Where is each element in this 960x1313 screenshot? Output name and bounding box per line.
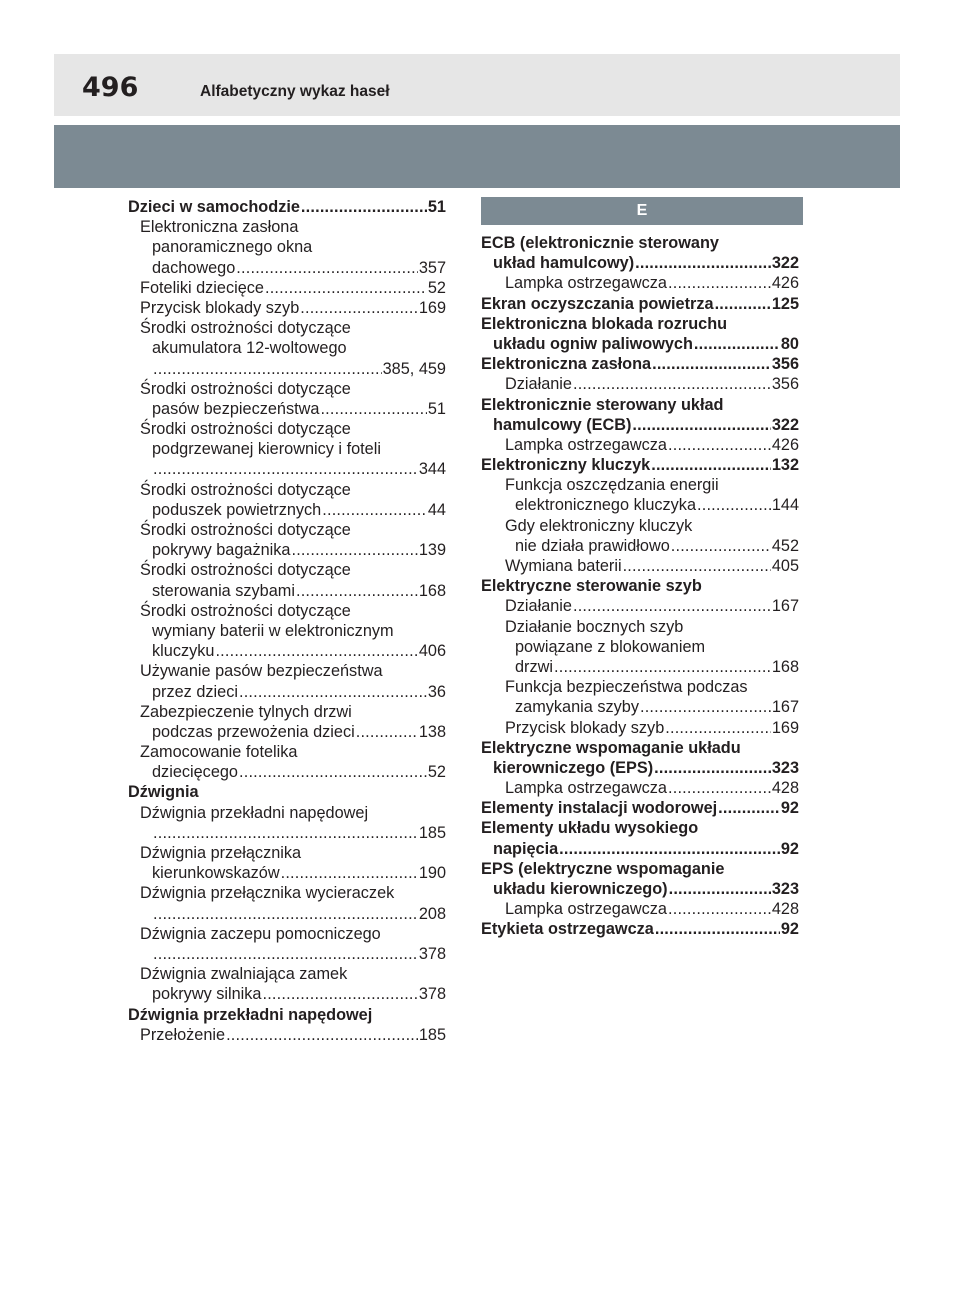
dot-leader: [236, 258, 418, 278]
index-entry-text: Lampka ostrzegawcza: [505, 435, 667, 454]
index-entries-right: [481, 233, 799, 940]
index-entry: [128, 964, 446, 984]
index-entry-text: kluczyku: [152, 642, 215, 661]
index-entry-page: 167: [771, 698, 799, 717]
index-entry-page: 426: [771, 435, 799, 454]
index-entry: [128, 459, 446, 479]
index-entry: [128, 924, 446, 944]
index-entry-text: Dźwignia: [128, 783, 199, 802]
index-entry-page: 406: [418, 642, 446, 661]
dot-leader: [559, 839, 780, 859]
index-entry-page: 52: [427, 763, 446, 782]
index-entry: [128, 379, 446, 399]
dot-leader: [651, 455, 771, 475]
index-entry-page: 80: [780, 334, 799, 353]
index-entry: [128, 702, 446, 722]
index-entry: [481, 758, 799, 778]
index-entry: [481, 415, 799, 435]
index-entry-text: ECB (elektronicznie sterowany: [481, 234, 719, 252]
index-entry-text: Używanie pasów bezpieczeństwa: [140, 662, 383, 681]
index-entry-text: nie działa prawidłowo: [515, 536, 670, 555]
index-entry-text: Dźwignia zaczepu pomocniczego: [140, 924, 381, 943]
dot-leader: [718, 798, 780, 818]
index-entry-page: 139: [418, 541, 446, 560]
index-entry: [128, 883, 446, 903]
index-entry-page: 169: [771, 718, 799, 737]
index-entry-page: 322: [771, 415, 799, 434]
index-entry-text: Elektroniczna blokada rozruchu: [481, 314, 728, 333]
index-entry-text: Lampka ostrzegawcza: [505, 274, 667, 293]
index-entry: [481, 334, 799, 354]
index-entry: [481, 253, 799, 273]
index-entry-text: Lampka ostrzegawcza: [505, 900, 667, 919]
dot-leader: [356, 722, 418, 742]
index-entry-text: Ekran oczyszczania powietrza: [481, 294, 714, 313]
index-entry-text: Elektroniczny kluczyk: [481, 456, 651, 475]
index-entry: [128, 843, 446, 863]
index-entry: [481, 677, 799, 697]
index-entry: [481, 294, 799, 314]
index-entry-page: 125: [771, 294, 799, 313]
index-entry-text: elektronicznego kluczyka: [515, 496, 696, 515]
index-entry-page: 378: [418, 985, 446, 1004]
dot-leader: [715, 294, 771, 314]
dot-leader: [291, 540, 417, 560]
index-entry-text: akumulatora 12-woltowego: [152, 339, 347, 358]
index-entry: [481, 859, 799, 879]
dot-leader: [153, 459, 418, 479]
index-entry-page: 356: [771, 375, 799, 394]
index-entry-text: układu kierowniczego): [493, 880, 668, 898]
index-entry-page: 452: [771, 536, 799, 555]
index-entry-page: 169: [418, 298, 446, 317]
index-entry-text: panoramicznego okna: [152, 238, 313, 257]
index-entry: [128, 480, 446, 500]
dot-leader: [226, 1025, 418, 1045]
index-entry-text: hamulcowy (ECB): [493, 415, 632, 434]
index-entry-text: Funkcja bezpieczeństwa podczas: [505, 678, 748, 697]
index-entry-text: podgrzewanej kierownicy i foteli: [152, 440, 381, 459]
index-entry: [128, 1005, 446, 1025]
index-entry: [481, 556, 799, 576]
index-entry-text: dachowego: [152, 258, 236, 277]
index-entry-text: pasów bezpieczeństwa: [152, 399, 320, 418]
index-entry-page: 51: [427, 399, 446, 418]
index-entry: [481, 596, 799, 616]
index-entry: [128, 540, 446, 560]
index-entry-page: 428: [771, 900, 799, 919]
dot-leader: [215, 641, 417, 661]
dot-leader: [153, 359, 382, 379]
dot-leader: [153, 944, 418, 964]
dot-leader: [668, 435, 771, 455]
index-entry: [481, 475, 799, 495]
index-entry: [481, 919, 799, 939]
dot-leader: [262, 984, 417, 1004]
index-entry: [481, 495, 799, 515]
index-entry: [128, 904, 446, 924]
index-entry: [128, 197, 446, 217]
index-entry-text: Elektroniczna zasłona: [140, 218, 299, 237]
index-entry: [481, 273, 799, 293]
index-entry: [128, 419, 446, 439]
index-entry-page: 167: [771, 597, 799, 616]
index-entry-text: Foteliki dziecięce: [140, 278, 264, 297]
index-entry: [481, 617, 799, 637]
dot-leader: [322, 500, 427, 520]
index-entry: [128, 581, 446, 601]
index-entry-page: 323: [771, 880, 799, 898]
index-entry-text: Elektronicznie sterowany układ: [481, 395, 724, 414]
index-entry: [128, 742, 446, 762]
index-entry-text: układu ogniw paliwowych: [493, 334, 693, 353]
dot-leader: [301, 197, 427, 217]
index-entry-text: kierowniczego (EPS): [493, 758, 654, 777]
index-entry-text: napięcia: [493, 839, 559, 858]
dot-leader: [654, 758, 771, 778]
index-entry: [481, 879, 799, 899]
index-entry-text: EPS (elektryczne wspomaganie: [481, 859, 725, 878]
page-number: 496: [82, 72, 139, 103]
index-entry: [128, 601, 446, 621]
index-entry-page: 322: [771, 254, 799, 273]
index-entry: [481, 657, 799, 677]
index-entry-text: kierunkowskazów: [152, 864, 280, 883]
index-entry: [128, 722, 446, 742]
index-entry-text: Działanie: [505, 375, 572, 394]
dot-leader: [668, 273, 771, 293]
index-entry-text: Środki ostrożności dotyczące: [140, 601, 351, 620]
index-entry: [481, 576, 799, 596]
index-entry-page: 405: [771, 557, 799, 575]
index-entry: [481, 395, 799, 415]
index-entry-text: Działanie: [505, 597, 572, 616]
index-entry: [128, 560, 446, 580]
index-entry: [481, 697, 799, 717]
index-entry-page: 357: [418, 258, 446, 277]
dot-leader: [623, 556, 771, 576]
dot-leader: [554, 657, 771, 677]
index-entry: [481, 899, 799, 919]
index-entry-text: Elektryczne wspomaganie układu: [481, 738, 741, 757]
index-entry: [481, 435, 799, 455]
index-entry-page: 92: [780, 920, 799, 939]
index-entry-page: 356: [771, 355, 799, 374]
dot-leader: [640, 697, 771, 717]
index-entry: [128, 237, 446, 257]
index-entry: [128, 298, 446, 318]
index-entry-text: Dźwignia przekładni napędowej: [140, 803, 369, 822]
index-entry: [128, 338, 446, 358]
index-entry: [128, 318, 446, 338]
index-entry-page: 185: [418, 823, 446, 842]
index-entry-page: 36: [427, 682, 446, 701]
index-entry-text: Dźwignia przełącznika: [140, 844, 302, 862]
index-entry: [481, 516, 799, 536]
dot-leader: [652, 354, 771, 374]
index-entry-text: przez dzieci: [152, 682, 238, 701]
index-entry: [128, 520, 446, 540]
index-entry-page: 428: [771, 779, 799, 798]
index-entry-text: Gdy elektroniczny kluczyk: [505, 516, 693, 535]
index-entry-page: 185: [418, 1025, 446, 1044]
section-header-letter: E: [481, 197, 803, 225]
dot-leader: [265, 278, 427, 298]
header-band: [54, 54, 900, 116]
index-entry-text: zamykania szyby: [515, 698, 639, 717]
index-entry-text: powiązane z blokowaniem: [515, 637, 706, 656]
index-entry: [481, 536, 799, 556]
index-entry-text: Dźwignia zwalniająca zamek: [140, 965, 348, 984]
index-entry-text: poduszek powietrznych: [152, 500, 322, 519]
index-entry-page: 208: [418, 904, 446, 923]
index-entry: [128, 399, 446, 419]
index-entry-text: Funkcja oszczędzania energii: [505, 476, 719, 495]
index-entry: [128, 984, 446, 1004]
index-entry: [128, 944, 446, 964]
index-entry-text: Elementy układu wysokiego: [481, 819, 699, 838]
index-entry-text: Elementy instalacji wodorowej: [481, 799, 718, 818]
index-entry-text: Etykieta ostrzegawcza: [481, 920, 654, 939]
dot-leader: [668, 778, 771, 798]
index-entry: [128, 500, 446, 520]
index-entry-text: Przycisk blokady szyb: [140, 298, 300, 317]
dot-leader: [669, 879, 771, 899]
index-entry-text: Środki ostrożności dotyczące: [140, 379, 351, 398]
dot-leader: [635, 253, 771, 273]
index-entry: [128, 278, 446, 298]
index-entry: [481, 839, 799, 859]
index-entry-page: 92: [780, 799, 799, 818]
index-entry: [128, 1025, 446, 1045]
index-entry-page: 138: [418, 722, 446, 741]
index-entry-page: 344: [418, 460, 446, 479]
dot-leader: [281, 863, 418, 883]
page-title: Alfabetyczny wykaz haseł: [200, 83, 390, 100]
index-entry-text: Dźwignia przekładni napędowej: [128, 1005, 373, 1024]
index-entry-text: Przycisk blokady szyb: [505, 718, 665, 737]
dot-leader: [300, 298, 418, 318]
dot-leader: [697, 495, 771, 515]
index-entry-page: 92: [780, 839, 799, 858]
index-entry: [481, 233, 799, 253]
dot-leader: [694, 334, 780, 354]
index-entry-page: 44: [427, 500, 446, 519]
index-entry-page: 52: [427, 278, 446, 297]
index-entry: [128, 258, 446, 278]
dot-leader: [671, 536, 771, 556]
index-entry-page: 378: [418, 944, 446, 963]
index-entry-page: 323: [771, 758, 799, 777]
index-entry-text: Lampka ostrzegawcza: [505, 779, 667, 798]
index-entry-text: sterowania szybami: [152, 581, 295, 600]
dot-leader: [296, 581, 418, 601]
index-column-left: [128, 197, 446, 1045]
index-entry-page: 168: [771, 657, 799, 676]
index-entry: [128, 682, 446, 702]
index-entry-text: Zamocowanie fotelika: [140, 743, 298, 762]
index-entry: [128, 863, 446, 883]
index-entry-text: wymiany baterii w elektronicznym: [152, 621, 394, 640]
index-entry: [481, 818, 799, 838]
index-entry-page: 144: [771, 496, 799, 515]
dot-leader: [655, 919, 780, 939]
index-entry-text: Dźwignia przełącznika wycieraczek: [140, 884, 395, 903]
dot-leader: [573, 596, 771, 616]
index-entry-page: 168: [418, 581, 446, 600]
index-entry-text: Środki ostrożności dotyczące: [140, 319, 351, 338]
index-entry-text: dziecięcego: [152, 763, 238, 782]
index-entry-text: Wymiana baterii: [505, 557, 622, 575]
index-entry: [128, 803, 446, 823]
index-entry-text: Elektryczne sterowanie szyb: [481, 577, 702, 596]
index-entry: [128, 621, 446, 641]
index-entry-text: pokrywy silnika: [152, 985, 262, 1004]
index-entry: [481, 718, 799, 738]
index-entry: [481, 738, 799, 758]
dot-leader: [239, 682, 427, 702]
index-entry: [481, 374, 799, 394]
index-entry-text: Elektroniczna zasłona: [481, 355, 652, 374]
index-entry: [128, 217, 446, 237]
index-entry: [481, 778, 799, 798]
index-entry-text: układ hamulcowy): [493, 254, 635, 273]
index-entry-page: 426: [771, 274, 799, 293]
dot-leader: [668, 899, 771, 919]
dot-leader: [239, 762, 427, 782]
index-entry-page: 385, 459: [382, 359, 446, 378]
index-entry-text: podczas przewożenia dzieci: [152, 722, 355, 741]
dot-leader: [665, 718, 771, 738]
index-entry-text: Środki ostrożności dotyczące: [140, 480, 351, 499]
index-entry: [481, 455, 799, 475]
dot-leader: [573, 374, 771, 394]
index-entry-text: Środki ostrożności dotyczące: [140, 420, 351, 439]
index-entry-text: Zabezpieczenie tylnych drzwi: [140, 702, 352, 721]
index-entry: [128, 359, 446, 379]
index-entry: [128, 762, 446, 782]
index-entry: [481, 354, 799, 374]
dot-leader: [632, 415, 770, 435]
index-entry: [481, 637, 799, 657]
index-entry: [481, 798, 799, 818]
index-entry-text: Środki ostrożności dotyczące: [140, 521, 351, 539]
index-entry-text: Działanie bocznych szyb: [505, 617, 684, 636]
index-entry: [128, 661, 446, 681]
dot-leader: [320, 399, 426, 419]
index-entry-text: drzwi: [515, 657, 553, 676]
index-entry: [128, 823, 446, 843]
index-entry-page: 132: [771, 456, 799, 475]
index-entry: [128, 782, 446, 802]
index-entry-text: Przełożenie: [140, 1025, 226, 1044]
header-decorative-band: [54, 125, 900, 188]
index-entry: [128, 439, 446, 459]
index-entry-page: 51: [427, 198, 446, 216]
index-entry-text: Środki ostrożności dotyczące: [140, 561, 351, 580]
index-entry: [128, 641, 446, 661]
index-entry-text: pokrywy bagażnika: [152, 541, 291, 560]
index-entry-text: Dzieci w samochodzie: [128, 198, 300, 216]
dot-leader: [153, 904, 418, 924]
index-entry-page: 190: [418, 864, 446, 883]
index-entry: [481, 314, 799, 334]
index-column-right: [481, 197, 799, 940]
dot-leader: [153, 823, 418, 843]
